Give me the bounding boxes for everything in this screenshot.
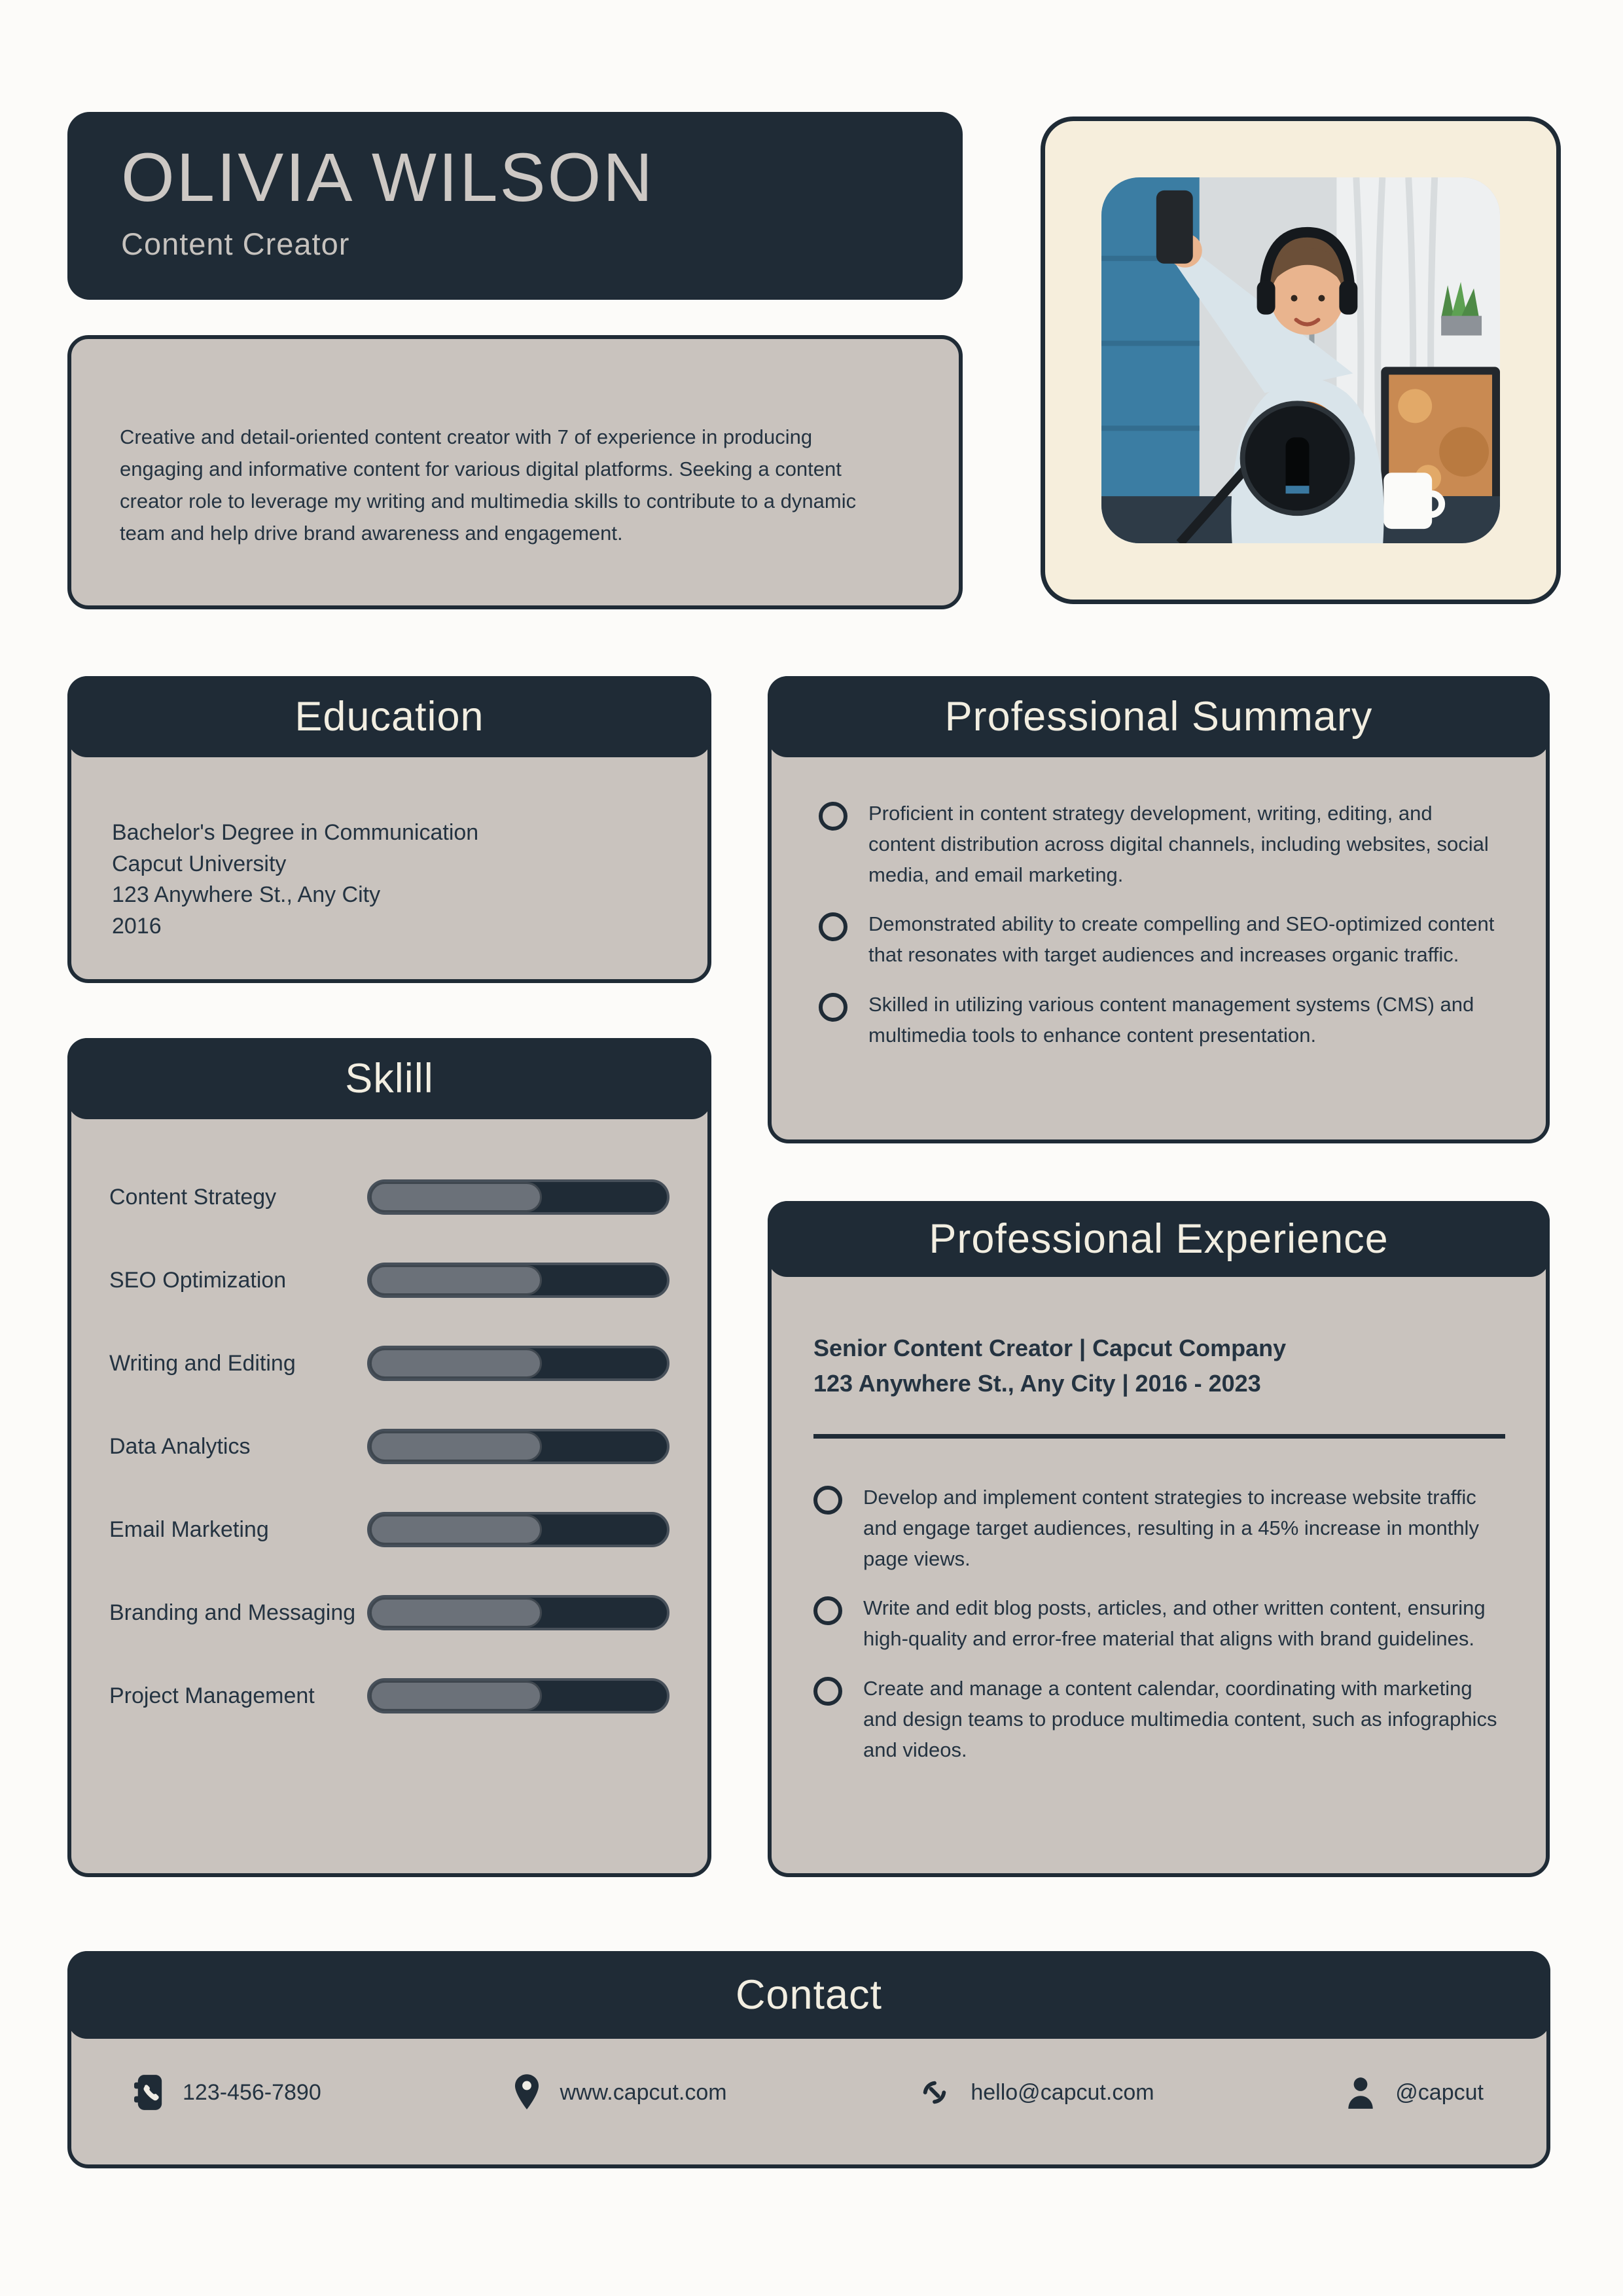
experience-header [768, 1201, 1550, 1277]
summary-card [67, 335, 963, 609]
contact-item-email [917, 2075, 1154, 2110]
professional-summary-title: Professional Summary [944, 694, 1373, 740]
summary-text: Creative and detail-oriented content creator with 7 of experience in producing engaging and informative content for various digital platforms. Seeking a content creator role to leverage my writing and multimedia skills to contribute to a dynamic team and help drive brand awareness and engagement. [120, 425, 857, 545]
skill-row [109, 1346, 669, 1381]
bullet-item [813, 1592, 1505, 1654]
skills-card [67, 1038, 711, 1877]
education-header [67, 676, 711, 757]
skill-label: Email Marketing [109, 1516, 269, 1542]
contact-item-handle [1344, 2075, 1484, 2110]
experience-title: Professional Experience [929, 1216, 1389, 1262]
bullet-text: Skilled in utilizing various content management systems (CMS) and multimedia tools to enhance content presentation. [868, 992, 1474, 1047]
experience-list [813, 1444, 1505, 1765]
bullet-item [819, 989, 1503, 1050]
link-icon [917, 2075, 952, 2110]
skills-title: Sklill [345, 1056, 434, 1102]
bullet-text: Write and edit blog posts, articles, and other written content, ensuring high-quality and error-free material that aligns with brand guidelines. [863, 1596, 1486, 1651]
contact-item-website [512, 2073, 727, 2112]
education-body [71, 757, 707, 942]
skill-label: Project Management [109, 1683, 315, 1708]
education-school: Capcut University [112, 851, 287, 876]
bullet-text: Develop and implement content strategies to increase website traffic and engage target audiences, resulting in a 45% increase in monthly page views. [863, 1486, 1479, 1571]
skill-bar-fill [370, 1598, 542, 1628]
skill-bar-fill [370, 1515, 542, 1545]
header-card [67, 112, 963, 300]
user-icon [1344, 2075, 1377, 2110]
skill-row [109, 1429, 669, 1464]
bullet-item [813, 1673, 1505, 1765]
experience-body [772, 1277, 1546, 1765]
professional-summary-list [772, 757, 1546, 1050]
skill-row [109, 1179, 669, 1215]
skills-body [71, 1119, 707, 1713]
bullet-text: Proficient in content strategy development, writing, editing, and content distribution across digital channels, including websites, social media, and email marketing. [868, 802, 1489, 887]
location-pin-icon [512, 2073, 542, 2112]
experience-meta: 123 Anywhere St., Any City | 2016 - 2023 [813, 1370, 1261, 1397]
skill-bar-fill [370, 1348, 542, 1378]
professional-summary-card [768, 676, 1550, 1143]
photo-frame [1041, 117, 1561, 604]
bullet-circle-icon [813, 1486, 842, 1515]
education-card [67, 676, 711, 983]
skill-bar-fill [370, 1681, 542, 1711]
skill-bar-fill [370, 1182, 542, 1212]
skill-bar-track [367, 1263, 669, 1298]
contact-items [71, 2073, 1546, 2112]
bullet-item [813, 1482, 1505, 1574]
skill-bar-track [367, 1179, 669, 1215]
contact-email-text: hello@capcut.com [971, 2079, 1154, 2105]
skill-row [109, 1678, 669, 1713]
skill-bar-track [367, 1678, 669, 1713]
contact-card [67, 1951, 1550, 2168]
name-heading: OLIVIA WILSON [121, 139, 655, 216]
skill-bar-track [367, 1512, 669, 1547]
contact-phone-text: 123-456-7890 [183, 2079, 321, 2105]
education-degree: Bachelor's Degree in Communication [112, 820, 479, 845]
phone-icon [134, 2073, 164, 2111]
bullet-text: Create and manage a content calendar, coordinating with marketing and design teams to produce multimedia content, such as infographics and videos. [863, 1676, 1497, 1761]
experience-role: Senior Content Creator | Capcut Company [813, 1335, 1287, 1361]
bullet-circle-icon [819, 802, 847, 831]
education-title: Education [294, 694, 484, 740]
contact-title: Contact [735, 1972, 883, 2018]
contact-website-text: www.capcut.com [560, 2079, 727, 2105]
skill-row [109, 1263, 669, 1298]
bullet-circle-icon [813, 1677, 842, 1706]
skill-label: Data Analytics [109, 1433, 251, 1459]
role-subtitle: Content Creator [121, 226, 350, 262]
skill-label: Writing and Editing [109, 1350, 296, 1376]
skill-row [109, 1512, 669, 1547]
bullet-text: Demonstrated ability to create compelling and SEO-optimized content that resonates with target audiences and increases organic traffic. [868, 912, 1495, 967]
skill-bar-fill [370, 1265, 542, 1295]
profile-photo [1101, 177, 1500, 543]
contact-header [67, 1951, 1550, 2039]
contact-handle-text: @capcut [1395, 2079, 1484, 2105]
bullet-circle-icon [813, 1596, 842, 1625]
bullet-item [819, 908, 1503, 970]
bullet-circle-icon [819, 912, 847, 941]
skill-bar-track [367, 1346, 669, 1381]
bullet-circle-icon [819, 993, 847, 1022]
education-address: 123 Anywhere St., Any City [112, 882, 381, 908]
skill-label: Content Strategy [109, 1184, 277, 1210]
skill-bar-track [367, 1595, 669, 1630]
education-year: 2016 [112, 913, 162, 939]
contact-item-phone [134, 2073, 321, 2111]
skill-bar-fill [370, 1431, 542, 1462]
experience-card [768, 1201, 1550, 1877]
skill-label: SEO Optimization [109, 1267, 287, 1293]
bullet-item [819, 798, 1503, 890]
professional-summary-header [768, 676, 1550, 757]
skill-label: Branding and Messaging [109, 1600, 356, 1625]
experience-divider [813, 1434, 1505, 1439]
skills-header [67, 1038, 711, 1119]
skill-bar-track [367, 1429, 669, 1464]
skill-row [109, 1595, 669, 1630]
